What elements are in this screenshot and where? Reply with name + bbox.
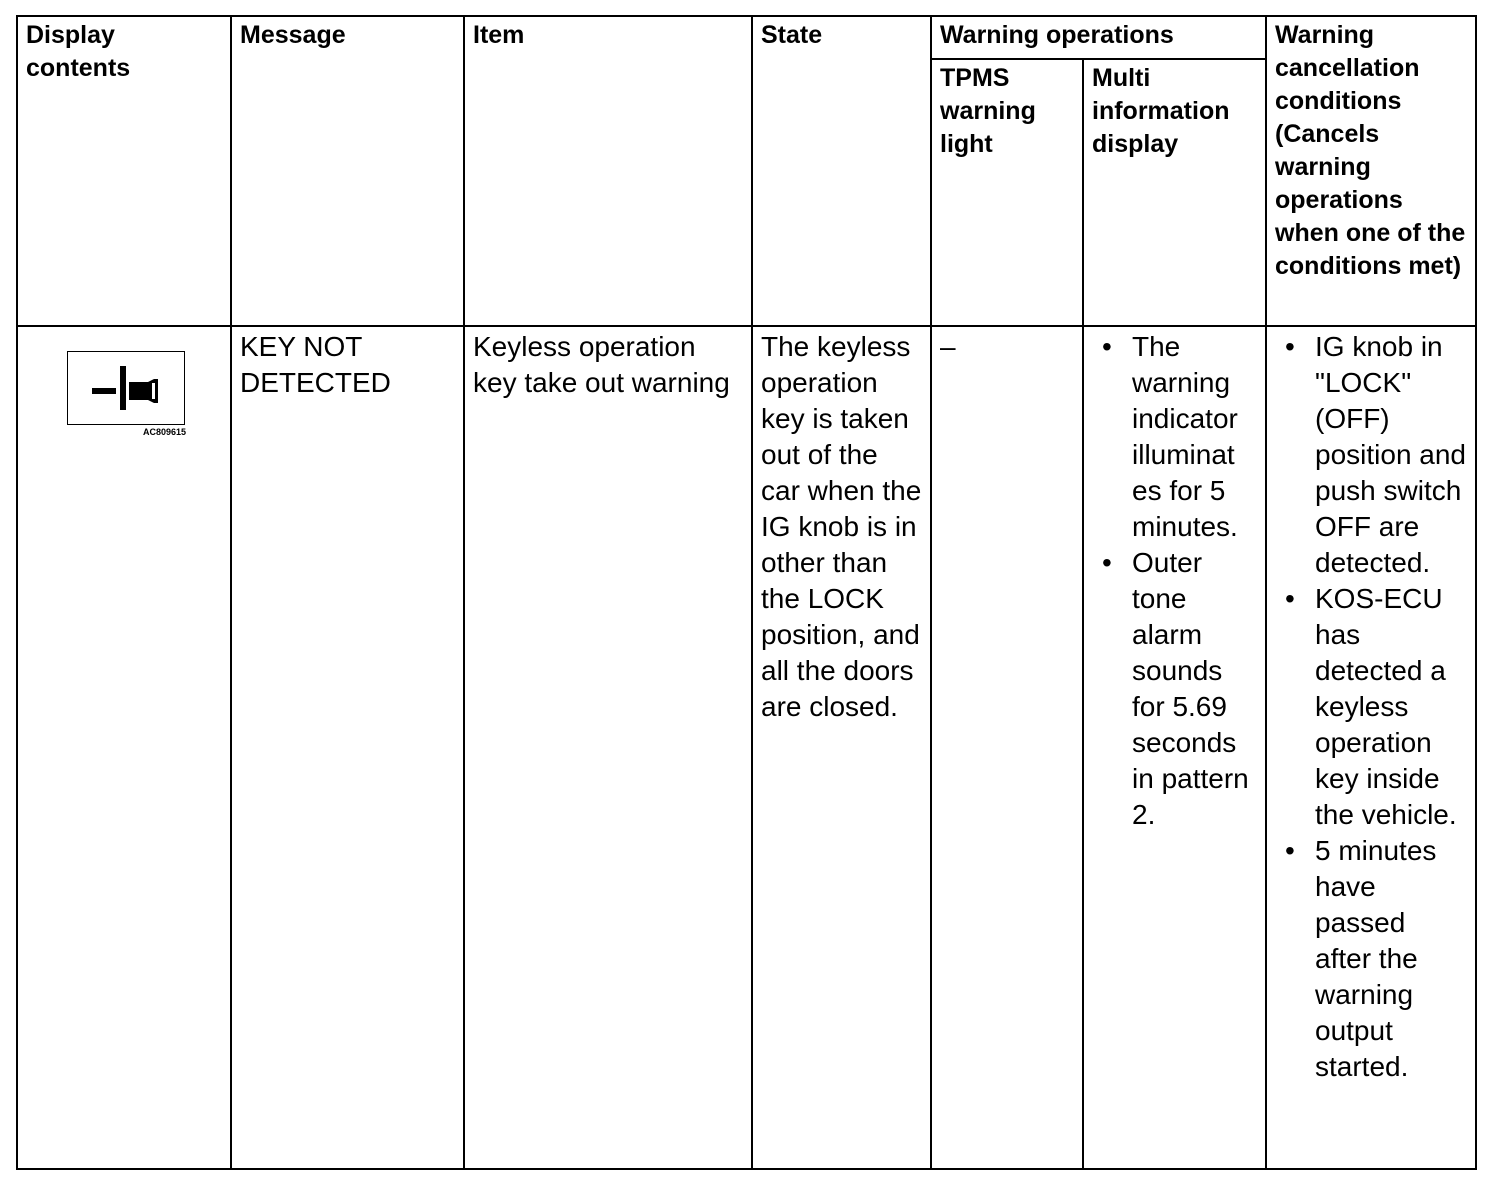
list-item: • KOS-ECU has detected a keyless operation key inside the vehicle. xyxy=(1275,581,1467,833)
cell-state: The keyless operation key is taken out of the car when the IG knob is in other than the LOCK position, and all the doors are closed. xyxy=(752,326,931,1169)
cell-item: Keyless operation key take out warning xyxy=(464,326,752,1169)
cell-cancellation xyxy=(1266,326,1476,1169)
list-item: • The warning indicator illuminat es for 5 minutes. xyxy=(1092,329,1257,545)
seatbelt-key-icon xyxy=(67,351,185,425)
header-multi-information-display: Multi information display xyxy=(1083,59,1266,326)
header-warning-operations: Warning operations xyxy=(931,16,1266,59)
list-item: • Outer tone alarm sounds for 5.69 seconds in pattern 2. xyxy=(1092,545,1257,833)
cell-tpms xyxy=(931,326,1083,1169)
cell-message: KEY NOT DETECTED xyxy=(231,326,464,1169)
cell-multi-information-display xyxy=(1083,326,1266,1169)
header-item: Item xyxy=(464,16,752,326)
header-state: State xyxy=(752,16,931,326)
header-message: Message xyxy=(231,16,464,326)
display-icon-figure xyxy=(59,351,259,441)
header-warning-cancellation: Warning cancellation conditions (Cancels warning operations when one of the conditions met) xyxy=(1266,16,1476,326)
cell-display-contents xyxy=(17,326,231,1169)
list-item: • IG knob in "LOCK" (OFF) position and push switch OFF are detected. xyxy=(1275,329,1467,581)
list-item: • 5 minutes have passed after the warning output started. xyxy=(1275,833,1467,1085)
warning-spec-table xyxy=(16,15,1477,1170)
cancellation-bullet-list xyxy=(1275,329,1467,1085)
header-display-contents: Display contents xyxy=(17,16,231,326)
header-tpms-warning-light: TPMS warning light xyxy=(931,59,1083,326)
tpms-dash: – xyxy=(940,331,956,362)
mid-bullet-list xyxy=(1092,329,1257,833)
icon-code-label: AC809615 xyxy=(143,427,187,437)
